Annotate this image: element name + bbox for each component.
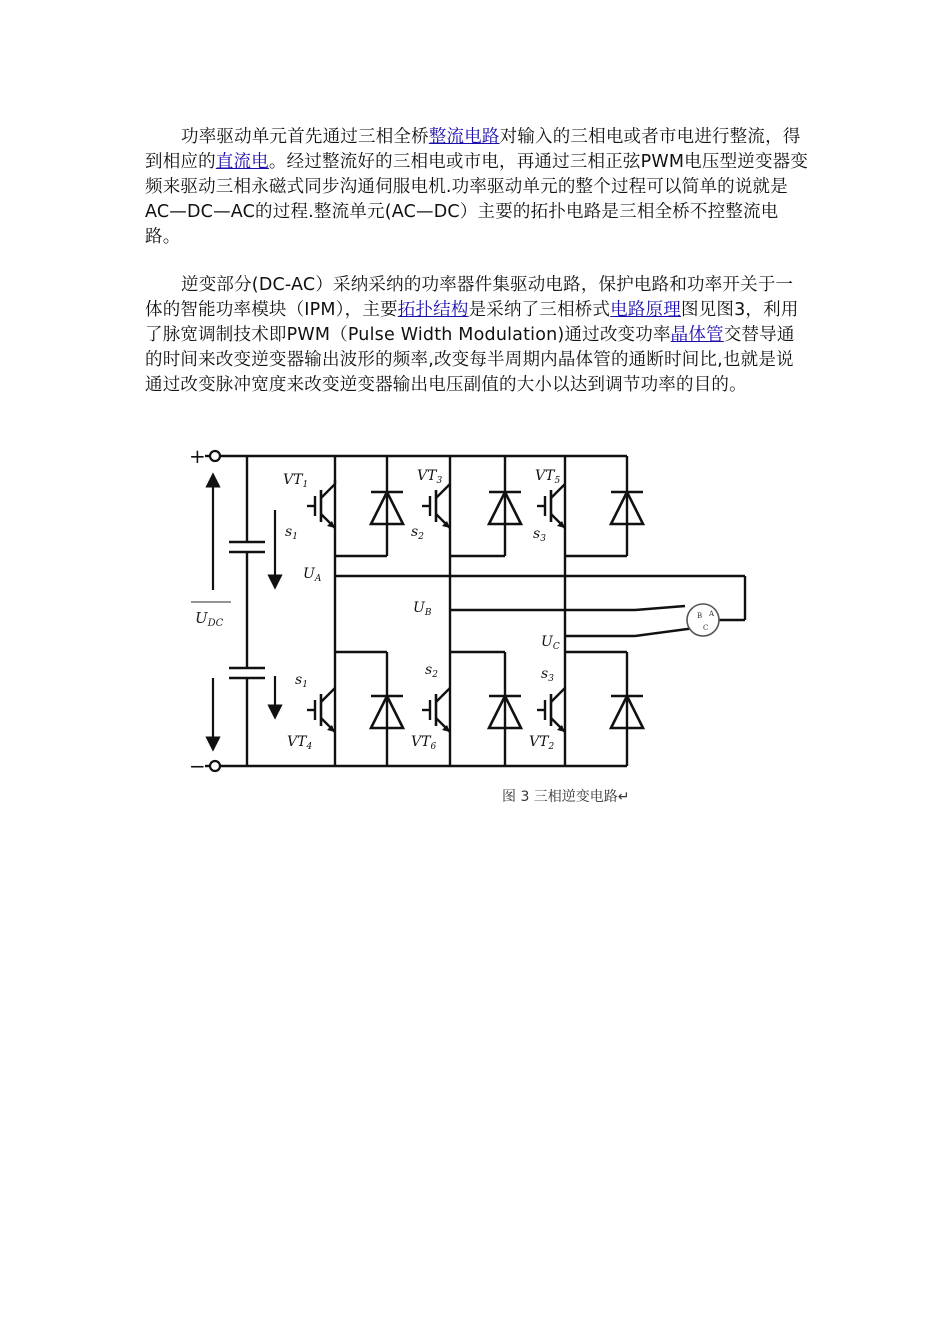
s3-lower-label: $s_3$ — [541, 666, 554, 684]
s1-upper-label: $s_1$ — [285, 524, 298, 542]
motor-icon — [687, 604, 719, 636]
s3-upper-label: $s_3$ — [533, 526, 546, 544]
text: 图见图3，利用了脉宽调制技术即PWM（Pulse Width Modulation)通过改变功率 — [145, 300, 799, 345]
vt3-label: $VT_3$ — [417, 468, 443, 486]
link-transistor[interactable]: 晶体管 — [670, 325, 724, 345]
plus-label: + — [189, 444, 206, 468]
positive-terminal — [210, 451, 220, 461]
transistor-vt1 — [307, 484, 335, 528]
minus-label: − — [189, 754, 206, 778]
three-phase-inverter-diagram — [185, 440, 765, 810]
vt5-label: $VT_5$ — [535, 468, 561, 486]
text: 对输入的三相电或者市电进行整流，得到相应的 — [145, 127, 801, 172]
figure-caption: 图 3 三相逆变电路↵ — [502, 789, 630, 805]
svg-text:A: A — [709, 610, 715, 618]
link-topology[interactable]: 拓扑结构 — [397, 300, 469, 320]
paragraph-rectifier — [145, 125, 810, 250]
transistor-vt6 — [422, 688, 450, 732]
link-circuit-principle[interactable]: 电路原理 — [610, 300, 681, 320]
paragraph-inverter — [145, 273, 810, 398]
udc-label: $U_{DC}$ — [195, 609, 224, 629]
transistor-vt3 — [422, 484, 450, 528]
s2-lower-label: $s_2$ — [425, 662, 438, 680]
transistor-vt5 — [537, 484, 565, 528]
text: 交替导通的时间来改变逆变器输出波形的频率,改变每半周期内晶体管的通断时间比,也就是说通过改变脉冲宽度来改变逆变器输出电压副值的大小以达到调节功率的目的。 — [145, 325, 795, 395]
link-dc-power[interactable]: 直流电 — [215, 152, 269, 172]
vt2-label: $VT_2$ — [529, 734, 555, 752]
text: 逆变部分(DC-AC）采纳采纳的功率器件集驱动电路，保护电路和功率开关于一体的智能功率模块（IPM），主要 — [145, 275, 794, 320]
uc-label: $U_C$ — [541, 634, 560, 652]
link-rectifier-circuit[interactable]: 整流电路 — [428, 127, 500, 147]
transistor-vt2 — [537, 688, 565, 732]
negative-terminal — [210, 761, 220, 771]
s1-lower-label: $s_1$ — [295, 672, 308, 690]
ua-label: $U_A$ — [303, 566, 322, 584]
s2-upper-label: $s_2$ — [411, 524, 424, 542]
ub-label: $U_B$ — [413, 600, 432, 618]
vt1-label: $VT_1$ — [283, 472, 309, 490]
text: 。经过整流好的三相电或市电，再通过三相正弦PWM电压型逆变器变频来驱动三相永磁式同步沟通伺服电机.功率驱动单元的整个过程可以简单的说就是AC—DC—AC的过程.整流单元(AC—DC）主要的拓扑电路是三相全桥不控整流电路。 — [145, 152, 809, 247]
text: 是采纳了三相桥式 — [468, 300, 611, 320]
transistor-vt4 — [307, 688, 335, 732]
vt4-label: $VT_4$ — [287, 734, 313, 752]
svg-text:C: C — [703, 624, 709, 632]
text: 功率驱动单元首先通过三相全桥 — [181, 127, 429, 147]
svg-text:B: B — [697, 612, 703, 620]
vt6-label: $VT_6$ — [411, 734, 437, 752]
